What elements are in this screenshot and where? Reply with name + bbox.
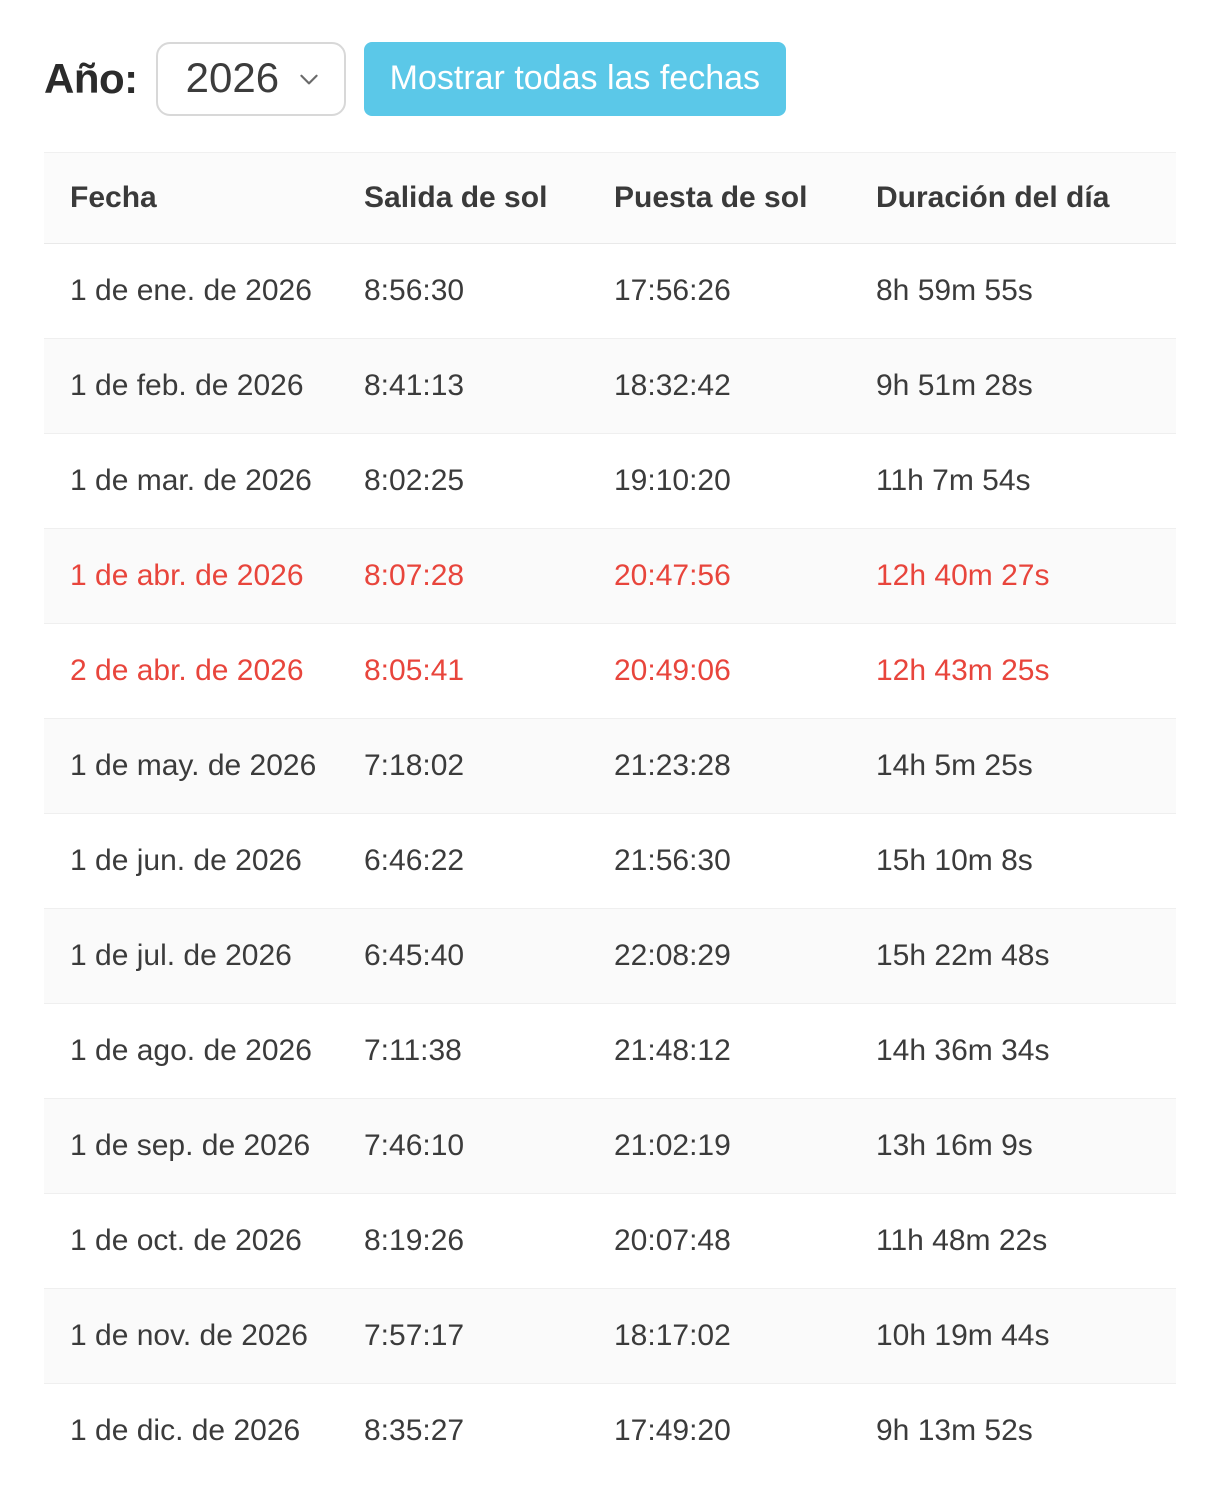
cell-puesta: 19:10:20 [614, 434, 876, 529]
table-row [44, 719, 1176, 814]
cell-salida: 8:35:27 [364, 1414, 465, 1448]
table-row [44, 909, 1176, 1004]
cell-puesta: 20:49:06 [614, 624, 876, 719]
sun-times-table-wrapper [0, 152, 1220, 1478]
column-header-puesta: Puesta de sol [614, 153, 876, 244]
cell-duracion: 15h 22m 48s [876, 909, 1176, 1004]
cell-fecha: 1 de may. de 2026 [44, 719, 364, 814]
cell-fecha: 1 de mar. de 2026 [44, 434, 364, 529]
cell-duracion: 14h 36m 34s [876, 1004, 1176, 1099]
cell-fecha: 1 de dic. de 2026 [70, 1414, 301, 1448]
table-row [44, 339, 1176, 434]
cell-salida: 8:41:13 [364, 339, 614, 434]
cell-duracion: 13h 16m 9s [876, 1099, 1176, 1194]
cell-puesta: 21:23:28 [614, 719, 876, 814]
cell-duracion: 10h 19m 44s [876, 1289, 1176, 1384]
column-header-salida: Salida de sol [364, 153, 614, 244]
table-row [44, 1004, 1176, 1099]
cell-salida: 6:45:40 [364, 909, 614, 1004]
cell-puesta: 17:49:20 [614, 1414, 731, 1448]
table-row [44, 1289, 1176, 1384]
cell-salida: 8:05:41 [364, 624, 614, 719]
table-row [44, 434, 1176, 529]
cell-puesta: 20:47:56 [614, 529, 876, 624]
cell-salida: 8:19:26 [364, 1194, 614, 1289]
cell-puesta: 21:02:19 [614, 1099, 876, 1194]
column-header-duracion: Duración del día [876, 153, 1176, 244]
table-row [44, 529, 1176, 624]
year-select[interactable] [156, 42, 346, 116]
table-row [44, 814, 1176, 909]
cell-fecha: 1 de abr. de 2026 [44, 529, 364, 624]
cell-duracion: 11h 48m 22s [876, 1194, 1176, 1289]
cell-salida: 7:18:02 [364, 719, 614, 814]
table-body [44, 244, 1176, 1479]
cell-puesta: 18:17:02 [614, 1289, 876, 1384]
cell-salida: 8:07:28 [364, 529, 614, 624]
cell-duracion: 11h 7m 54s [876, 434, 1176, 529]
cell-puesta: 17:56:26 [614, 244, 876, 339]
table-header-row [44, 153, 1176, 244]
cell-fecha: 2 de abr. de 2026 [44, 624, 364, 719]
cell-salida: 8:56:30 [364, 244, 614, 339]
table-header [44, 153, 1176, 244]
cell-fecha: 1 de feb. de 2026 [44, 339, 364, 434]
cell-puesta: 20:07:48 [614, 1194, 876, 1289]
cell-fecha: 1 de jul. de 2026 [44, 909, 364, 1004]
cell-puesta: 21:56:30 [614, 814, 876, 909]
cell-salida: 7:11:38 [364, 1004, 614, 1099]
cell-fecha: 1 de jun. de 2026 [44, 814, 364, 909]
cell-salida: 7:57:17 [364, 1289, 614, 1384]
cell-fecha: 1 de sep. de 2026 [44, 1099, 364, 1194]
cell-salida: 6:46:22 [364, 814, 614, 909]
sun-times-table [44, 152, 1176, 1478]
cell-duracion: 9h 51m 28s [876, 339, 1176, 434]
cell-fecha: 1 de nov. de 2026 [44, 1289, 364, 1384]
column-header-fecha: Fecha [44, 153, 364, 244]
cell-duracion: 15h 10m 8s [876, 814, 1176, 909]
cell-fecha: 1 de ago. de 2026 [44, 1004, 364, 1099]
cell-salida: 8:02:25 [364, 434, 614, 529]
cell-fecha: 1 de oct. de 2026 [44, 1194, 364, 1289]
cell-puesta: 18:32:42 [614, 339, 876, 434]
cell-puesta: 22:08:29 [614, 909, 876, 1004]
cell-duracion: 14h 5m 25s [876, 719, 1176, 814]
table-row [44, 1384, 1176, 1479]
table-row [44, 1099, 1176, 1194]
table-row [44, 244, 1176, 339]
cell-fecha: 1 de ene. de 2026 [44, 244, 364, 339]
controls-bar [0, 0, 1220, 116]
table-row [44, 624, 1176, 719]
year-label: Año: [44, 55, 138, 103]
cell-duracion: 9h 13m 52s [876, 1414, 1033, 1448]
year-select-wrapper [156, 42, 346, 116]
cell-duracion: 12h 40m 27s [876, 529, 1176, 624]
cell-duracion: 8h 59m 55s [876, 244, 1176, 339]
table-row [44, 1194, 1176, 1289]
cell-salida: 7:46:10 [364, 1099, 614, 1194]
cell-puesta: 21:48:12 [614, 1004, 876, 1099]
show-all-dates-button[interactable]: Mostrar todas las fechas [364, 42, 786, 116]
cell-duracion: 12h 43m 25s [876, 624, 1176, 719]
